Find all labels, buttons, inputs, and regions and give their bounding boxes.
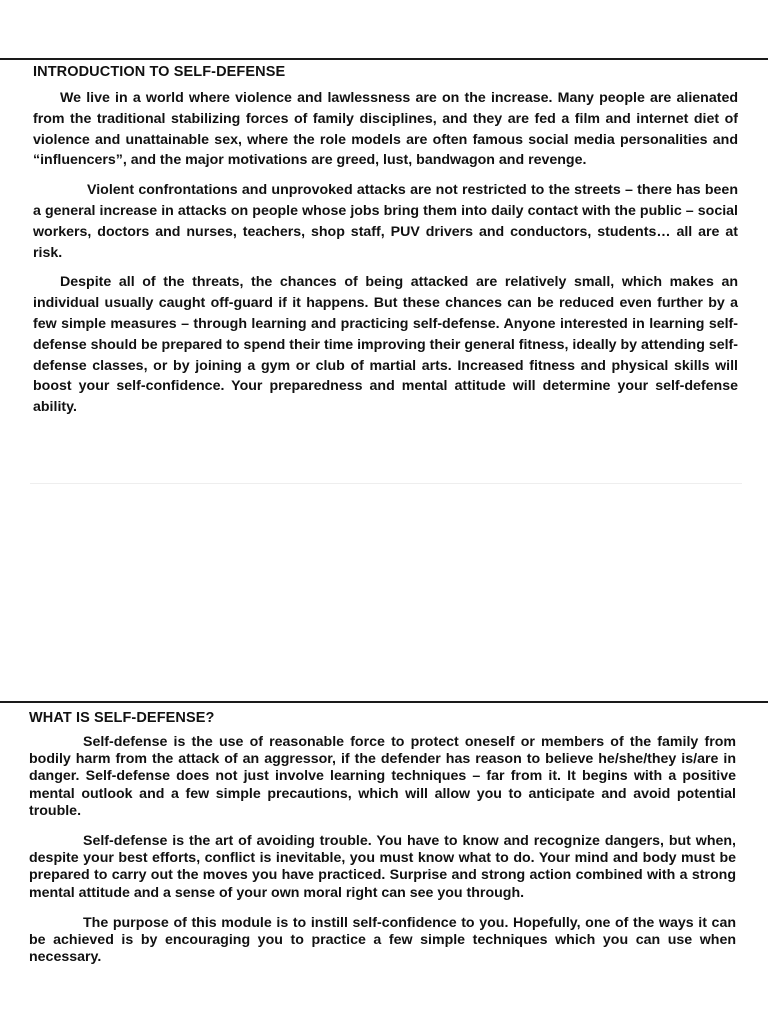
paragraph: Self-defense is the art of avoiding trouble. You have to know and recognize dangers, but when, despite your best efforts, conflict is inevitable, you must know what to do. Your mind and body must be prepared to carry out the moves you have practiced. Surprise and strong action combined with a strong mental attitude and a sense of your own moral right can see you through. bbox=[29, 833, 736, 901]
paragraph: We live in a world where violence and lawlessness are on the increase. Many people are alienated from the traditional stabilizing forces of family disciplines, and they are fed a film and internet diet of violence and unattainable sex, where the role models are often famous social media personalities and “influencers”, and the major motivations are greed, lust, bandwagon and revenge. bbox=[33, 90, 738, 169]
page-divider bbox=[0, 701, 768, 703]
paragraph: Despite all of the threats, the chances of being attacked are relatively small, which makes an individual usually caught off-guard if it happens. But these chances can be reduced even further by a few simple measures – through learning and practicing self-defense. Anyone interested in learning self-defense should be prepared to spend their time improving their general fitness, ideally by attending self-defense classes, or by joining a gym or club of martial arts. Increased fitness and physical skills will boost your self-confidence. Your preparedness and mental attitude will determine your self-defense ability. bbox=[33, 274, 738, 416]
faint-divider bbox=[30, 483, 742, 484]
section-introduction bbox=[33, 64, 738, 427]
section-heading: WHAT IS SELF-DEFENSE? bbox=[29, 710, 215, 726]
top-divider bbox=[0, 58, 768, 60]
paragraph: Self-defense is the use of reasonable force to protect oneself or members of the family from bodily harm from the attack of an aggressor, if the defender has reason to believe he/she/they is/are in danger. Self-defense does not just involve learning techniques – far from it. It begins with a positive mental outlook and a few simple precautions, which will allow you to anticipate and avoid potential trouble. bbox=[29, 734, 736, 819]
section-what-is-self-defense bbox=[29, 710, 736, 979]
paragraph: Violent confrontations and unprovoked attacks are not restricted to the streets – there has been a general increase in attacks on people whose jobs bring them into daily contact with the public – social workers, doctors and nurses, teachers, shop staff, PUV drivers and conductors, students… all are at risk. bbox=[33, 182, 738, 261]
section-heading: INTRODUCTION TO SELF-DEFENSE bbox=[33, 64, 286, 80]
paragraph: The purpose of this module is to instill self-confidence to you. Hopefully, one of the ways it can be achieved is by encouraging you to practice a few simple techniques which you can use when necessary. bbox=[29, 914, 736, 966]
